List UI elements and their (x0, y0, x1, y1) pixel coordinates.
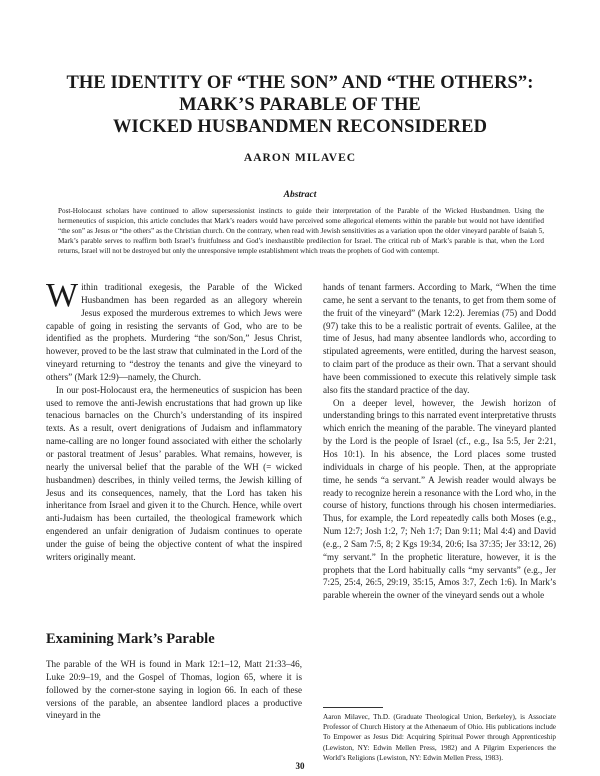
author-footnote: Aaron Milavec, Th.D. (Graduate Theological Union, Berkeley), is Associate Professor of Church History at the Athenaeum of Ohio. His publications include To Empower as Jesus Did: Acquiring Spiritual Power through Apprenticeship (Lewiston, NY: Edwin Mellen Press, 1982) and A Pilgrim Experiences the World’s Religions (Lewiston, NY: Edwin Mellen Press, 1983). (323, 713, 556, 762)
body-paragraph-1 (46, 277, 302, 384)
footnote-rule (323, 707, 383, 708)
right-paragraph-1: hands of tenant farmers. According to Mark, “When the time came, he sent a servant to the tenants, to get from them some of the fruit of the vineyard” (Mark 12:2). Jeremias (75) and Dodd (97) take this to be a realistic portrait of events. Galilee, at the time of Jesus, had many absentee landlords who, according to stipulated agreements, were entitled, during the harvest season, to claim part of the produce as their own. That a servant should have been commissioned to execute this relatively simple task also fits the standard practice of the day. (323, 282, 556, 395)
page-number: 30 (295, 761, 305, 771)
right-column (323, 281, 556, 602)
author-name: AARON MILAVEC (243, 152, 357, 164)
right-paragraph-2: On a deeper level, however, the Jewish horizon of understanding brings to this narrated event interpretative thrusts which enrich the meaning of the parable. The vineyard planted by the Lord is the people of Israel (cf., e.g., Isa 5:5, Jer 2:21, Hos 10:1). In his absence, the Lord places some trusted individuals in charge of his people. Then, at the appropriate time, he sends “a servant.” A Jewish reader would always be ready to recognize herein a resonance with the Lord who, in the course of history, functions through his chosen intermediaries. Thus, for example, the Lord repeatedly calls both Moses (e.g., Num 12:7; Josh 1:2, 7; Neh 1:7; Dan 9:11; Mal 4:4) and David (e.g., 2 Sam 7:5, 8; 2 Kgs 19:34, 20:6; Isa 37:35; Jer 33:12, 26) “my servant.” In the prophetic literature, however, it is the prophets that the Lord habitually calls “my servants” (e.g., Jer 7:25, 25:4, 26:5, 29:19, 35:15, Amos 3:7, Zech 1:6). In Mark’s parable wherein the owner of the vineyard sends out a whole (323, 397, 556, 601)
drop-cap: W (46, 277, 79, 314)
abstract-text: Post-Holocaust scholars have continued to allow supersessionist instincts to guide their interpretation of the Parable of the Wicked Husbandmen. Using the hermeneutics of suspicion, this article concludes that Mark’s readers would have perceived some allegorical elements within the parable but would not have identified “the son” as Jesus or “the others” as the Christian church. On the contrary, when read with Jewish sensitivities as a variation upon the older vineyard parable of Isaiah 5, Mark’s parable serves to reaffirm both Israel’s fruitfulness and God’s inexhaustible predilection for Israel. The critical rub of Mark’s parable is that, when the Lord returns, Israel will not be destroyed but only the unresponsive temple establishment which treats the prophets of God with contempt. (58, 207, 544, 256)
section-body (46, 658, 302, 722)
title-line-2: MARK’S PARABLE OF THE (179, 95, 421, 115)
body-paragraph-1-text: ithin traditional exegesis, the Parable of the Wicked Husbandmen has been regarded as an allegory wherein Jesus exposed the murderous extremes to which Jews were capable of going in resisting the servants of God, who are to be identified as the prophets. Murdering “the son/Son,” Jesus Christ, however, proved to be the last straw that culminated in the Lord of the vineyard returning to “destroy the tenants and give the vineyard to others” (Mark 12:9)—namely, the Church. (46, 282, 302, 382)
abstract-heading: Abstract (283, 190, 317, 200)
title-line-3: WICKED HUSBANDMEN RECONSIDERED (112, 117, 488, 137)
body-paragraph-2: In our post-Holocaust era, the hermeneutics of suspicion has been used to remove the anti-Jewish encrustations that had grown up like tenacious barnacles on the Church’s understanding of its inspired texts. As a result, overt denigrations of Judaism and inflammatory name-calling are no longer found associated with either the scholarly or pastoral treatment of Jesus’ parables. What remains, however, is nearly the universal belief that the parable of the WH (= wicked husbandmen) describes, in thinly veiled terms, the Jewish killing of Jesus and its consequences, namely, that the Lord has taken his inheritance from Israel and given it to the Church. Hence, while overt anti-Judaism has been curtailed, the theological framework which engendered an unfair denigration of Judaism continues to operate under the guise of being the objective content of what the inspired writers originally meant. (46, 384, 302, 562)
section-paragraph-1: The parable of the WH is found in Mark 12:1–12, Matt 21:33–46, Luke 20:9–19, and the Gospel of Thomas, logion 65, where it is followed by the corner-stone saying in logion 66. In each of these versions of the parable, an absentee landlord places a productive vineyard in the (46, 659, 302, 721)
section-heading: Examining Mark’s Parable (46, 631, 215, 647)
left-column (46, 277, 302, 564)
title-line-1: THE IDENTITY OF “THE SON” AND “THE OTHERS”: (66, 73, 534, 93)
article-title (40, 72, 560, 138)
